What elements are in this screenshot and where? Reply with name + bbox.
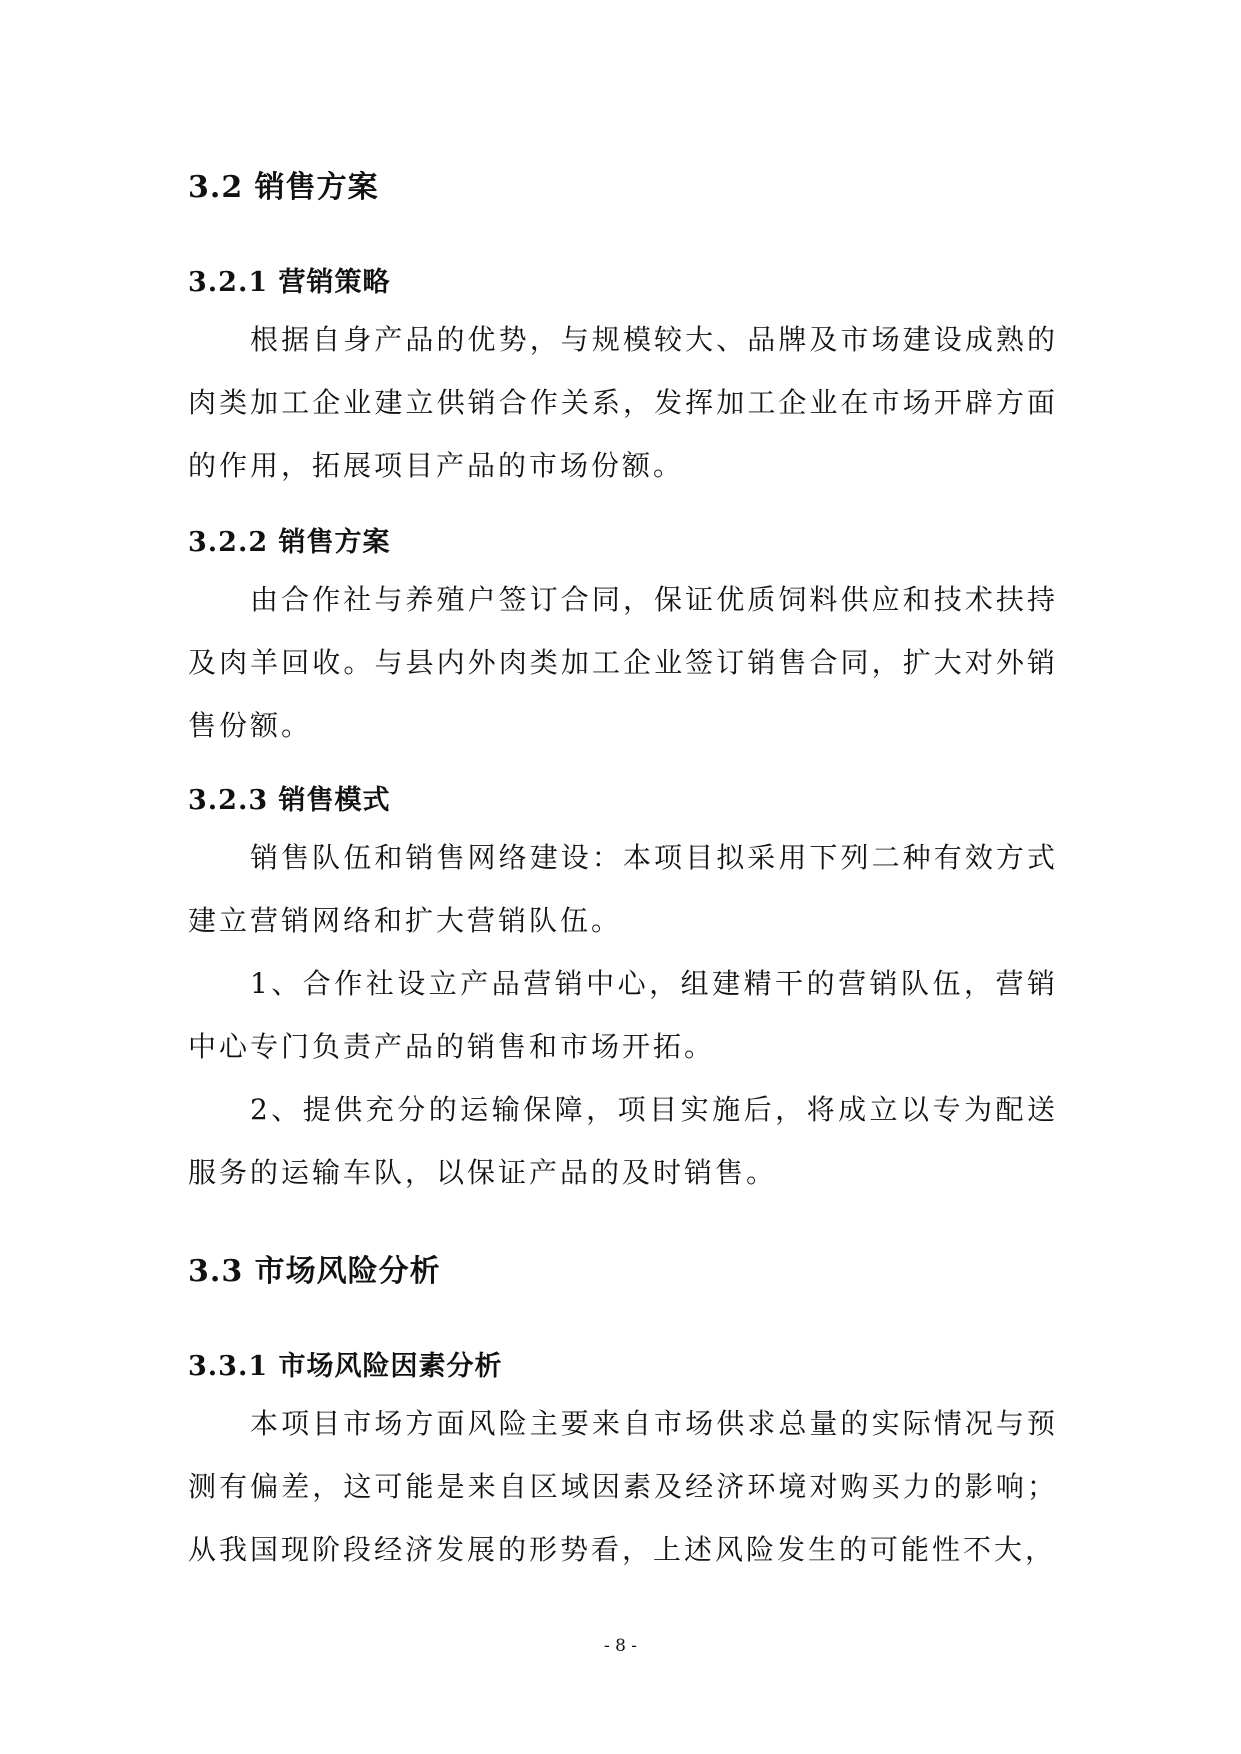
subsection-heading-3-2-1: 3.2.1 营销策略 xyxy=(188,267,391,298)
list-item-1: 1、合作社设立产品营销中心，组建精干的营销队伍，营销中心专门负责产品的销售和市场开拓。 xyxy=(188,967,1058,1063)
paragraph-sales-plan: 由合作社与养殖户签订合同，保证优质饲料供应和技术扶持及肉羊回收。与县内外肉类加工企业签订销售合同，扩大对外销售份额。 xyxy=(188,583,1058,742)
paragraph-sales-mode: 销售队伍和销售网络建设：本项目拟采用下列二种有效方式建立营销网络和扩大营销队伍。 xyxy=(188,841,1058,937)
section-heading-3-3: 3.3 市场风险分析 xyxy=(188,1254,441,1289)
list-item-2: 2、提供充分的运输保障，项目实施后，将成立以专为配送服务的运输车队，以保证产品的及时销售。 xyxy=(188,1093,1058,1189)
section-heading-3-2: 3.2 销售方案 xyxy=(188,170,379,205)
subsection-heading-3-2-2: 3.2.2 销售方案 xyxy=(188,527,391,558)
paragraph-market-risk-factors: 本项目市场方面风险主要来自市场供求总量的实际情况与预测有偏差，这可能是来自区域因素及经济环境对购买力的影响；从我国现阶段经济发展的形势看，上述风险发生的可能性不大， xyxy=(188,1407,1058,1566)
subsection-heading-3-2-3: 3.2.3 销售模式 xyxy=(188,785,391,816)
paragraph-marketing-strategy: 根据自身产品的优势，与规模较大、品牌及市场建设成熟的肉类加工企业建立供销合作关系，发挥加工企业在市场开辟方面的作用，拓展项目产品的市场份额。 xyxy=(188,323,1058,482)
page-number: - 8 - xyxy=(603,1636,638,1656)
subsection-heading-3-3-1: 3.3.1 市场风险因素分析 xyxy=(188,1351,503,1382)
